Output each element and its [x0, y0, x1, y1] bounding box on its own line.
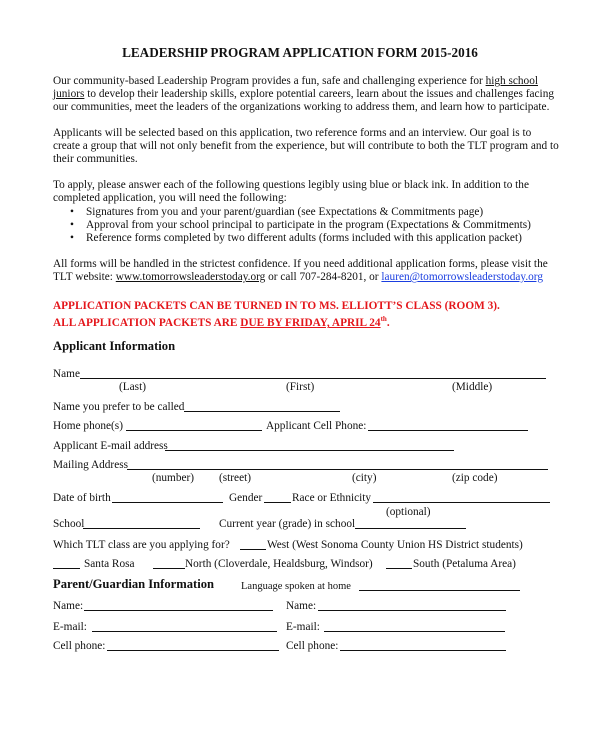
parent1-name-label: Name: — [53, 600, 84, 612]
parent2-name-field[interactable] — [318, 610, 506, 611]
mailing-address-field[interactable] — [127, 469, 548, 470]
grade-label: Current year (grade) in school — [219, 518, 356, 530]
confidence-text: All forms will be handled in the strictest confidence. If you need additional application forms, please visit the — [53, 258, 548, 270]
cell-phone-field[interactable] — [368, 430, 528, 431]
race-label: Race or Ethnicity — [292, 492, 372, 504]
intro-text: Our community-based Leadership Program provides a fun, safe and challenging experience for — [53, 75, 486, 87]
parent1-cell-label: Cell phone: — [53, 640, 106, 652]
apply-text: To apply, please answer each of the following questions legibly using blue or black ink. In addition to the — [53, 179, 529, 191]
email-label: Applicant E-mail address — [53, 440, 168, 452]
selection-paragraph — [53, 127, 559, 167]
north-option-label: North (Cloverdale, Healdsburg, Windsor) — [185, 558, 373, 570]
apply-paragraph — [53, 179, 529, 205]
last-sublabel: (Last) — [119, 381, 146, 393]
optional-sublabel: (optional) — [386, 506, 431, 518]
parent1-cell-field[interactable] — [107, 650, 279, 651]
list-item: • Signatures from you and your parent/guardian (see Expectations & Commitments page) — [70, 206, 484, 218]
cell-phone-label: Applicant Cell Phone: — [266, 420, 367, 432]
intro-underlined: high school — [485, 75, 538, 87]
confidence-text: TLT website: — [53, 271, 116, 284]
west-option-label: West (West Sonoma County Union HS District students) — [267, 539, 523, 551]
street-sublabel: (street) — [219, 472, 251, 484]
gender-label: Gender — [229, 492, 263, 504]
notice-punct: . — [386, 316, 390, 329]
tlt-class-question: Which TLT class are you applying for? — [53, 539, 230, 551]
parent2-cell-label: Cell phone: — [286, 640, 339, 652]
santa-rosa-option-label: Santa Rosa — [84, 558, 135, 570]
requirements-list — [70, 206, 531, 245]
preferred-name-field[interactable] — [184, 411, 340, 412]
number-sublabel: (number) — [152, 472, 195, 484]
form-title: LEADERSHIP PROGRAM APPLICATION FORM 2015-2016 — [122, 45, 478, 60]
parent2-email-label: E-mail: — [286, 621, 320, 633]
home-phone-field[interactable] — [126, 430, 262, 431]
email-field[interactable] — [165, 450, 454, 451]
race-field[interactable] — [373, 502, 550, 503]
apply-text: completed application, you will need the following: — [53, 192, 287, 205]
name-field[interactable] — [80, 378, 546, 379]
zip-sublabel: (zip code) — [452, 472, 498, 484]
language-field[interactable] — [359, 590, 520, 591]
south-option-field[interactable] — [386, 568, 412, 569]
deadline-notice — [53, 300, 500, 330]
website-link[interactable]: www.tomorrowsleaderstoday.org — [115, 271, 266, 284]
parent2-name-label: Name: — [286, 600, 317, 612]
first-sublabel: (First) — [286, 381, 315, 393]
middle-sublabel: (Middle) — [452, 381, 493, 393]
list-item-text: Signatures from you and your parent/guardian (see Expectations & Commitments page) — [86, 206, 484, 218]
language-label: Language spoken at home — [241, 581, 351, 592]
confidence-text: or call 707-284-8201, or — [265, 271, 382, 284]
intro-text: to develop their leadership skills, explore potential careers, learn about the issues and challenges facing — [84, 88, 554, 101]
preferred-name-label: Name you prefer to be called — [53, 401, 185, 413]
home-phone-label: Home phone(s) — [53, 420, 123, 432]
grade-field[interactable] — [355, 528, 466, 529]
intro-underlined: juniors — [53, 88, 85, 101]
selection-text: their communities. — [53, 153, 138, 166]
intro-text: our communities, meet the leaders of the organizations working to address them, and learn how to participate. — [53, 101, 550, 114]
north-option-field[interactable] — [153, 568, 185, 569]
confidence-paragraph — [53, 258, 548, 284]
santa-rosa-option-field[interactable] — [53, 568, 80, 569]
parent1-name-field[interactable] — [84, 610, 273, 611]
intro-paragraph — [53, 75, 554, 115]
list-item-text: Approval from your school principal to participate in the program (Expectations & Commitments) — [86, 219, 531, 231]
dob-field[interactable] — [112, 502, 223, 503]
parent2-email-field[interactable] — [324, 631, 505, 632]
dob-label: Date of birth — [53, 492, 111, 504]
due-date: DUE BY FRIDAY, APRIL 24 — [240, 316, 381, 329]
parent1-email-label: E-mail: — [53, 621, 87, 633]
city-sublabel: (city) — [352, 472, 377, 484]
south-option-label: South (Petaluma Area) — [413, 558, 516, 570]
parent2-cell-field[interactable] — [340, 650, 506, 651]
notice-line: APPLICATION PACKETS CAN BE TURNED IN TO MS. ELLIOTT’S CLASS (ROOM 3). — [53, 300, 500, 312]
parent1-email-field[interactable] — [92, 631, 277, 632]
email-link[interactable]: lauren@tomorrowsleaderstoday.org — [381, 271, 544, 284]
list-item: • Approval from your school principal to participate in the program (Expectations & Commitments) — [70, 219, 531, 231]
gender-field[interactable] — [264, 502, 291, 503]
selection-text: create a group that will not only benefit from the experience, but will contribute to both the TLT program and to — [53, 140, 559, 153]
selection-text: Applicants will be selected based on this application, two reference forms and an interview. Our goal is to — [53, 127, 532, 139]
notice-line: ALL APPLICATION PACKETS ARE — [53, 316, 241, 329]
name-label: Name — [53, 368, 80, 380]
list-item-text: Reference forms completed by two different adults (forms included with this application packet) — [86, 232, 522, 244]
due-date-suffix: th — [380, 315, 387, 324]
school-field[interactable] — [83, 528, 200, 529]
applicant-heading: Applicant Information — [53, 339, 176, 353]
west-option-field[interactable] — [240, 549, 266, 550]
mailing-address-label: Mailing Address — [53, 459, 128, 471]
parent-heading: Parent/Guardian Information — [53, 577, 215, 591]
school-label: School — [53, 518, 85, 530]
list-item: • Reference forms completed by two different adults (forms included with this application packet) — [70, 232, 522, 244]
